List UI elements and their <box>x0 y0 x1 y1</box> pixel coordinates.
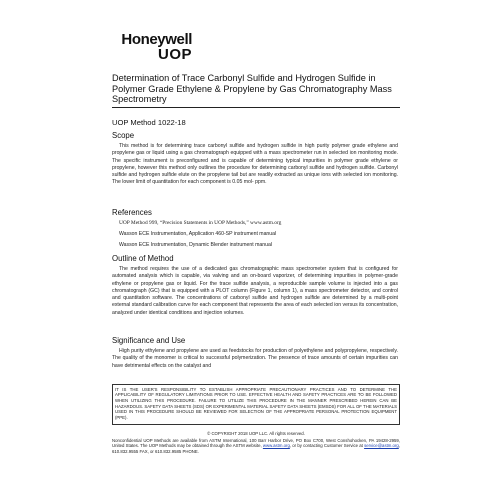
footer-text: , 610.832.9555 FAX, or 610.832.9585 PHONE. <box>112 443 400 454</box>
document-title: Determination of Trace Carbonyl Sulfide and Hydrogen Sulfide in Polymer Grade Ethylene & Propylene by Gas Chromatography Mass Spectrometry <box>112 73 392 105</box>
service-email-link[interactable]: service@astm.org <box>364 443 399 449</box>
references-heading: References <box>112 208 152 217</box>
scope-paragraph: This method is for determining trace carbonyl sulfide and hydrogen sulfide in high purity polymer grade ethylene and propylene gas or liquid using a gas chromatograph equipped with a mass spectrometer run in selected ion monitoring mode. The specific instrument is preconfigured and is capable of determining typical impurities in polymer grade ethylene or propylene, however this method only outlines the procedure for determining carbonyl sulfide and hydrogen sulfide. Carbonyl sulfide and hydrogen sulfide elute on the propylene tail but are readily extracted as unique ions with selected ion monitoring. The lower limit of quantitation for each component is 0.05 mol- ppm. <box>112 143 398 186</box>
reference-item: UOP Method 999, “Precision Statements in UOP Methods,” www.astm.org <box>119 220 282 226</box>
footer-text: , or by contacting Customer Service at <box>289 443 365 449</box>
logo-uop-text: UOP <box>157 46 192 63</box>
outline-heading: Outline of Method <box>112 254 174 263</box>
scope-heading: Scope <box>112 131 135 140</box>
availability-footer <box>112 438 400 454</box>
safety-warning-box <box>112 384 400 425</box>
method-number: UOP Method 1022-18 <box>112 118 186 127</box>
reference-item: Wasson ECE Instrumentation, Application 460-SP instrument manual <box>119 231 277 237</box>
title-divider <box>112 107 400 108</box>
footer-text: Nonconfidential UOP Methods are available from ASTM International, 100 Barr Harbor Drive, PO Box C700, West Conshohocken, PA 19428-2959, United States. The UOP Methods may be obtained through the ASTM website, <box>112 438 400 449</box>
logo-honeywell-text: Honeywell <box>121 31 192 48</box>
outline-paragraph: The method requires the use of a dedicated gas chromatographic mass spectrometer system that is configured for automated analysis which is capable, via valving and an on-board vaporizer, of determining impurities in polymer-grade ethylene or propylene gas or liquid. For the trace sulfide analysis, a reproducible sample volume is injected into a gas chromatograph (GC) that is equipped with a PLOT column (Figure 1, column 1), a mass spectrometer detector, and control and quantitation software. The concentrations of carbonyl sulfide and hydrogen sulfide are determined by a multi-point external standard calibration curve for each component that represents the area of each selected ion versus its concentration, analyzed under identical conditions and injection volumes. <box>112 266 398 316</box>
astm-website-link[interactable]: www.astm.org <box>262 443 290 449</box>
reference-item: Wasson ECE Instrumentation, Dynamic Blender instrument manual <box>119 242 272 248</box>
honeywell-uop-logo <box>112 32 192 62</box>
significance-paragraph: High purity ethylene and propylene are used as feedstocks for production of polyethylene and polypropylene, respectively. The quality of the monomer is critical to successful polymerization. The presence of trace amounts of certain impurities can have detrimental effects on the catalyst and <box>112 348 398 369</box>
copyright-notice: © COPYRIGHT 2018 UOP LLC. All rights reserved. <box>207 431 305 436</box>
significance-heading: Significance and Use <box>112 336 186 345</box>
safety-warning-text: IT IS THE USER'S RESPONSIBILITY TO ESTABLISH APPROPRIATE PRECAUTIONARY PRACTICES AND TO DETERMINE THE APPLICABILITY OF REGULATORY LIMITATIONS PRIOR TO USE. EFFECTIVE HEALTH AND SAFETY PRACTICES ARE TO BE FOLLOWED WHEN UTILIZING THIS PROCEDURE. FAILURE TO UTILIZE THIS PROCEDURE IN THE MANNER PRESCRIBED HEREIN CAN BE HAZARDOUS. SAFETY DATA SHEETS (SDS) OR EXPERIMENTAL MATERIAL SAFETY DATA SHEETS (EMSDS) FOR ALL OF THE MATERIALS USED IN THIS PROCEDURE SHOULD BE REVIEWED FOR SELECTION OF THE APPROPRIATE PERSONAL PROTECTION EQUIPMENT (PPE). <box>115 386 397 421</box>
